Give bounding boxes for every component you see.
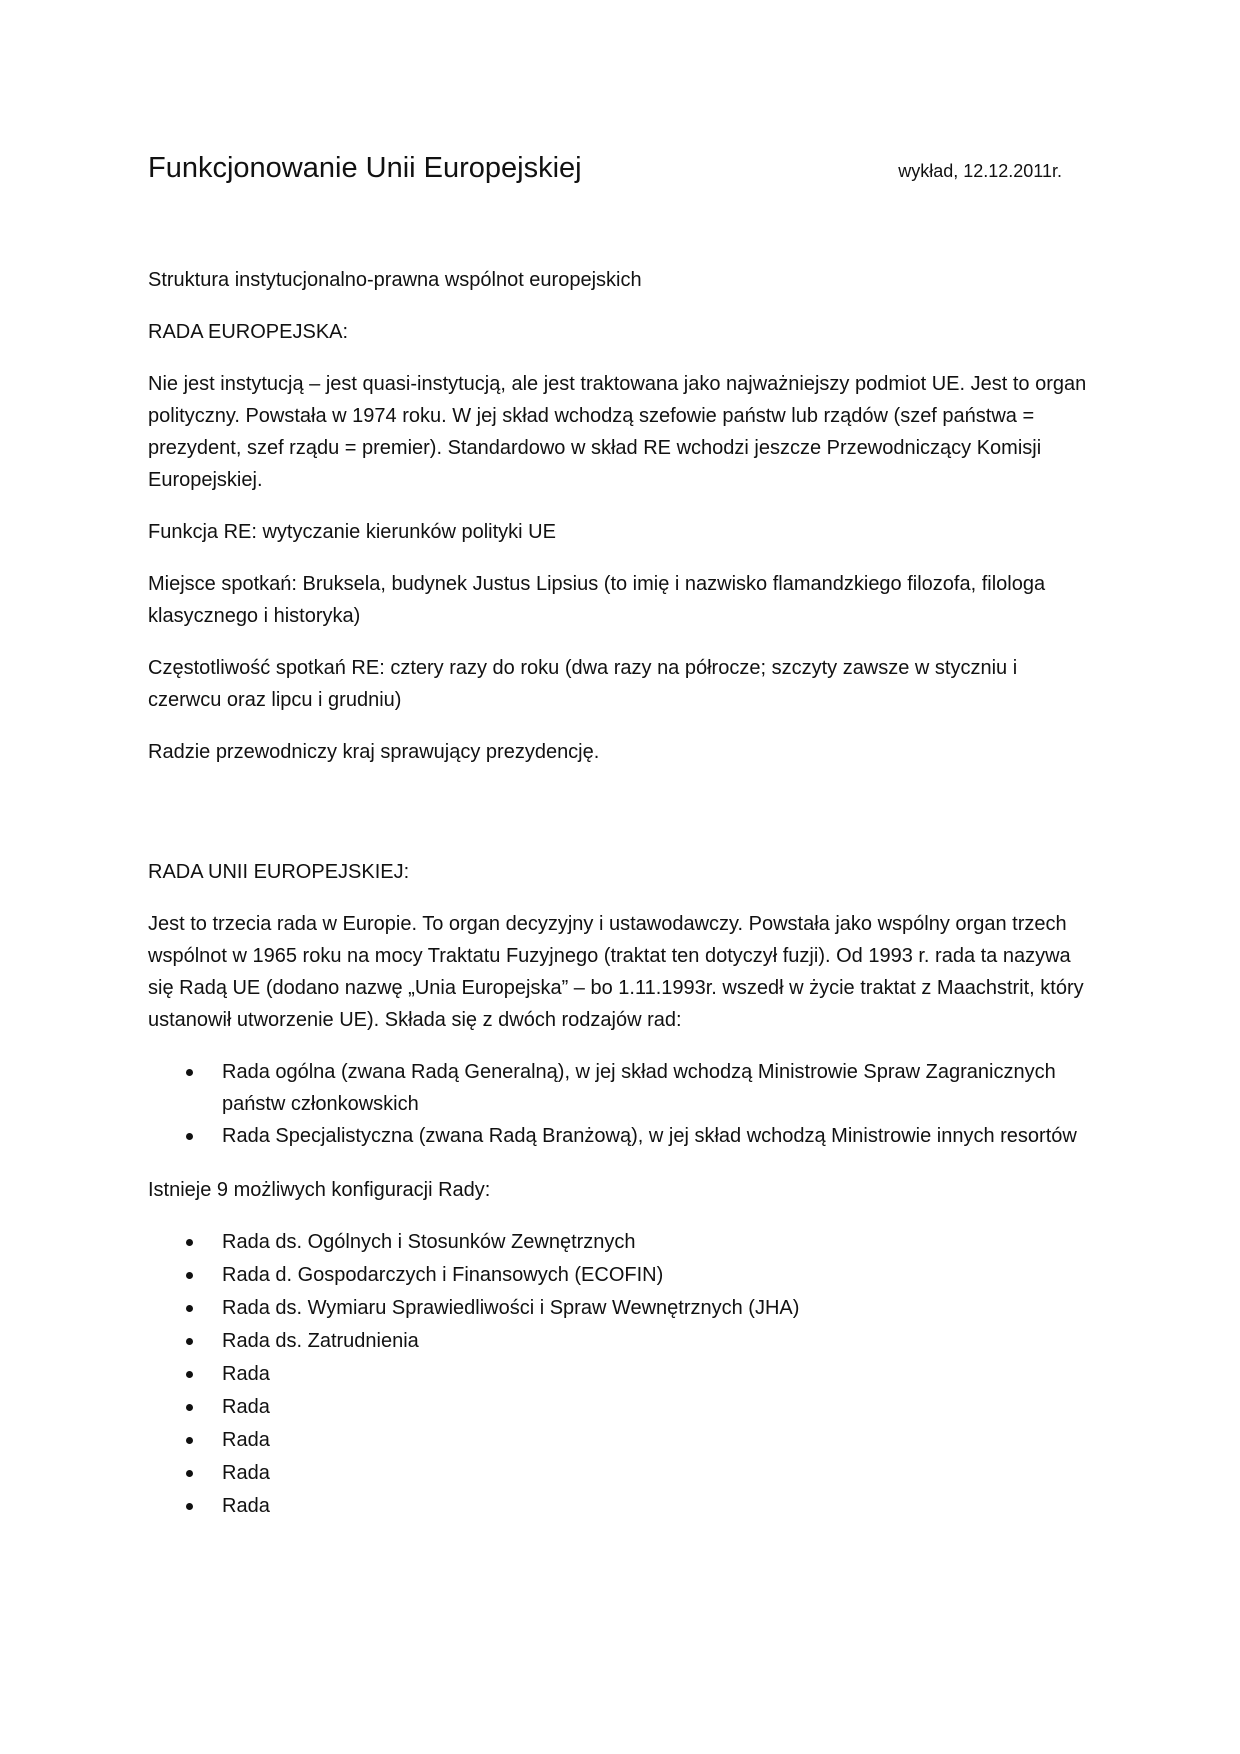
- bullet-icon: [186, 1239, 193, 1246]
- document-body: [148, 264, 1088, 1545]
- list-item: [148, 1391, 1088, 1424]
- list-item: [148, 1358, 1088, 1391]
- list-item: [148, 1292, 1088, 1325]
- list-item: [148, 1120, 1088, 1152]
- bullet-icon: [186, 1371, 193, 1378]
- list-item-text: Rada d. Gospodarczych i Finansowych (ECOFIN): [222, 1264, 664, 1286]
- paragraph-presidency: Radzie przewodniczy kraj sprawujący prezydencję.: [148, 741, 600, 763]
- list-item: [148, 1226, 1088, 1259]
- bullet-icon: [186, 1503, 193, 1510]
- bullet-icon: [186, 1069, 193, 1076]
- paragraph-meeting-frequency: Częstotliwość spotkań RE: cztery razy do roku (dwa razy na półrocze; szczyty zawsze w styczniu i czerwcu oraz lipcu i grudniu): [148, 657, 1018, 711]
- bullet-icon: [186, 1470, 193, 1477]
- list-item: [148, 1259, 1088, 1292]
- list-item-text: Rada: [222, 1462, 270, 1484]
- list-item-text: Rada: [222, 1429, 270, 1451]
- paragraph-function: Funkcja RE: wytyczanie kierunków polityki UE: [148, 521, 556, 543]
- section-heading-council-of-eu: RADA UNII EUROPEJSKIEJ:: [148, 861, 410, 883]
- list-item: [148, 1325, 1088, 1358]
- paragraph-configurations-intro: Istnieje 9 możliwych konfiguracji Rady:: [148, 1179, 491, 1201]
- list-item-text: Rada: [222, 1363, 270, 1385]
- bullet-icon: [186, 1338, 193, 1345]
- list-item: [148, 1457, 1088, 1490]
- bullet-icon: [186, 1133, 193, 1140]
- list-item-text: Rada: [222, 1495, 270, 1517]
- section-subtitle: Struktura instytucjonalno-prawna wspólnot europejskich: [148, 269, 642, 291]
- bullet-icon: [186, 1437, 193, 1444]
- list-item: [148, 1490, 1088, 1523]
- paragraph-council-of-eu: Jest to trzecia rada w Europie. To organ decyzyjny i ustawodawczy. Powstała jako wspólny organ trzech wspólnot w 1965 roku na mocy Traktatu Fuzyjnego (traktat ten dotyczył fuzji). Od 1993 r. rada ta nazywa się Radą UE (dodano nazwę „Unia Europejska” – bo 1.11.1993r. wszedł w życie traktat z Maachstrit, który ustanowił utworzenie UE). Składa się z dwóch rodzajów rad:: [148, 913, 1084, 1031]
- section-spacer: [148, 788, 1088, 856]
- list-item-text: Rada ogólna (zwana Radą Generalną), w jej skład wchodzą Ministrowie Spraw Zagranicznych państw członkowskich: [222, 1061, 1056, 1115]
- paragraph-definition: Nie jest instytucją – jest quasi-instytucją, ale jest traktowana jako najważniejszy podmiot UE. Jest to organ polityczny. Powstała w 1974 roku. W jej skład wchodzą szefowie państw lub rządów (szef państwa = prezydent, szef rządu = premier). Standardowo w skład RE wchodzi jeszcze Przewodniczący Komisji Europejskiej.: [148, 373, 1087, 491]
- list-item-text: Rada ds. Ogólnych i Stosunków Zewnętrznych: [222, 1231, 636, 1253]
- bullet-icon: [186, 1404, 193, 1411]
- document-date: wykład, 12.12.2011r.: [898, 161, 1062, 181]
- list-item: [148, 1424, 1088, 1457]
- document-header: [148, 148, 1062, 192]
- council-types-list: [148, 1056, 1088, 1152]
- list-item-text: Rada ds. Zatrudnienia: [222, 1330, 419, 1352]
- list-item: [148, 1056, 1088, 1120]
- document-title: Funkcjonowanie Unii Europejskiej: [148, 152, 582, 184]
- list-item-text: Rada ds. Wymiaru Sprawiedliwości i Spraw Wewnętrznych (JHA): [222, 1297, 800, 1319]
- list-item-text: Rada Specjalistyczna (zwana Radą Branżową), w jej skład wchodzą Ministrowie innych resortów: [222, 1125, 1077, 1147]
- bullet-icon: [186, 1272, 193, 1279]
- bullet-icon: [186, 1305, 193, 1312]
- paragraph-meeting-place: Miejsce spotkań: Bruksela, budynek Justus Lipsius (to imię i nazwisko flamandzkiego filozofa, filologa klasycznego i historyka): [148, 573, 1046, 627]
- list-item-text: Rada: [222, 1396, 270, 1418]
- section-heading-european-council: RADA EUROPEJSKA:: [148, 321, 349, 343]
- configurations-list: [148, 1226, 1088, 1523]
